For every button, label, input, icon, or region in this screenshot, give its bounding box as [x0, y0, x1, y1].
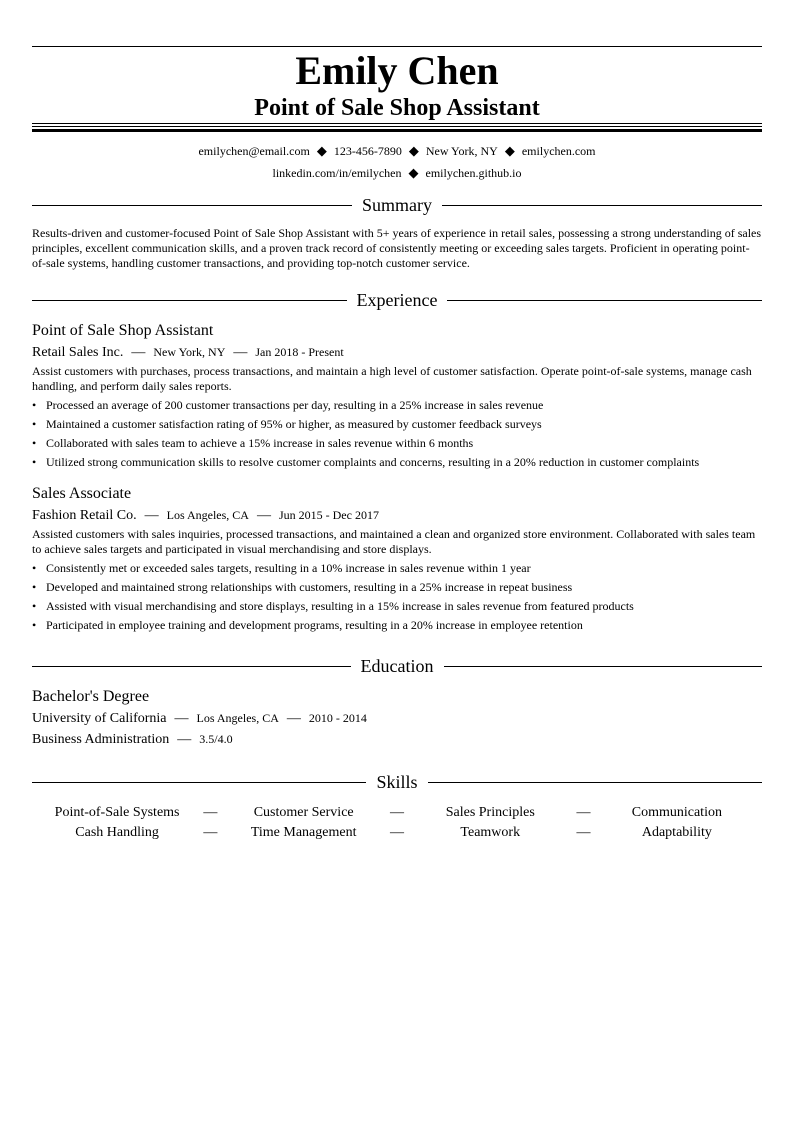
skills-row: [32, 823, 762, 843]
bullet-icon: •: [32, 580, 37, 594]
list-item: [32, 597, 762, 616]
skill-item: Adaptability: [641, 825, 712, 840]
achievement-text: Assisted with visual merchandising and store displays, resulting in a 15% increase in sales revenue from featured products: [46, 599, 634, 613]
skill-divider: —: [576, 805, 591, 820]
job-location: New York, NY: [153, 345, 226, 359]
education-heading: Education: [360, 656, 434, 676]
dash-separator: —: [233, 345, 248, 360]
dash-separator: —: [174, 711, 189, 726]
bullet-icon: •: [32, 417, 37, 431]
resume-page: [32, 46, 762, 843]
diamond-icon: ◆: [316, 143, 327, 158]
section-rule-left: [32, 782, 366, 783]
section-rule-right: [447, 300, 762, 301]
bullet-icon: •: [32, 561, 37, 575]
candidate-name: Emily Chen: [295, 48, 499, 93]
candidate-title: Point of Sale Shop Assistant: [254, 95, 540, 121]
skill-item: Sales Principles: [445, 805, 535, 820]
job-location: Los Angeles, CA: [166, 508, 249, 522]
contact-location: New York, NY: [425, 144, 498, 158]
achievement-text: Collaborated with sales team to achieve a 15% increase in sales revenue within 6 months: [46, 436, 474, 450]
job-dates: Jun 2015 - Dec 2017: [278, 508, 379, 522]
list-item: [32, 559, 762, 578]
achievement-text: Participated in employee training and development programs, resulting in a 20% increase in employee retention: [46, 618, 583, 632]
major: Business Administration: [32, 732, 170, 747]
skill-item: Communication: [631, 805, 722, 820]
dash-separator: —: [286, 711, 301, 726]
diamond-icon: ◆: [504, 143, 515, 158]
company-line: [32, 343, 762, 362]
skill-item: Cash Handling: [75, 825, 159, 840]
school-location: Los Angeles, CA: [196, 711, 279, 725]
list-item: [32, 415, 762, 434]
achievement-text: Maintained a customer satisfaction rating of 95% or higher, as measured by customer feedback surveys: [46, 417, 542, 431]
skill-divider: —: [576, 825, 591, 840]
contact-line-1: [32, 140, 762, 162]
list-item: [32, 434, 762, 453]
skill-item: Customer Service: [253, 805, 354, 820]
summary-heading: Summary: [362, 195, 432, 215]
section-rule-right: [444, 666, 763, 667]
job-dates: Jan 2018 - Present: [255, 345, 344, 359]
achievement-text: Developed and maintained strong relationships with customers, resulting in a 25% increase in repeat business: [46, 580, 573, 594]
section-rule-left: [32, 300, 347, 301]
major-line: [32, 730, 762, 749]
contact-phone[interactable]: 123-456-7890: [333, 144, 402, 158]
experience-entry: [32, 321, 762, 472]
skills-table: [32, 803, 762, 843]
experience-section-heading: [32, 287, 762, 313]
diamond-icon: ◆: [408, 143, 419, 158]
list-item: [32, 616, 762, 635]
skill-divider: —: [203, 805, 218, 820]
list-item: [32, 453, 762, 472]
school-line: [32, 709, 762, 728]
section-rule-left: [32, 205, 352, 206]
achievement-text: Processed an average of 200 customer transactions per day, resulting in a 25% increase in sales revenue: [46, 398, 544, 412]
skill-item: Point-of-Sale Systems: [54, 805, 180, 820]
contact-email[interactable]: emilychen@email.com: [198, 144, 310, 158]
dash-separator: —: [131, 345, 146, 360]
bullet-icon: •: [32, 618, 37, 632]
skill-divider: —: [389, 805, 404, 820]
bullet-icon: •: [32, 436, 37, 450]
skills-row: [32, 803, 762, 823]
job-role: Sales Associate: [32, 485, 132, 502]
company-line: [32, 506, 762, 525]
section-rule-left: [32, 666, 351, 667]
achievement-text: Consistently met or exceeded sales targets, resulting in a 10% increase in sales revenue within 1 year: [46, 561, 531, 575]
skill-item: Time Management: [250, 825, 357, 840]
section-rule-right: [442, 205, 762, 206]
job-description: Assist customers with purchases, process transactions, and maintain a high level of customer satisfaction. Operate point-of-sale systems, manage cash handling, and perform daily sales reports.: [32, 364, 752, 393]
company-name: Retail Sales Inc.: [32, 345, 124, 360]
bullet-icon: •: [32, 599, 37, 613]
school-dates: 2010 - 2014: [308, 711, 367, 725]
education-section-heading: [32, 653, 762, 679]
job-role: Point of Sale Shop Assistant: [32, 322, 214, 339]
degree: Bachelor's Degree: [32, 688, 150, 705]
experience-heading: Experience: [356, 290, 438, 310]
contact-linkedin[interactable]: linkedin.com/in/emilychen: [272, 166, 402, 180]
header-rule-1: [32, 123, 762, 124]
bullet-icon: •: [32, 455, 37, 469]
diamond-icon: ◆: [408, 165, 419, 180]
dash-separator: —: [144, 508, 159, 523]
list-item: [32, 396, 762, 415]
job-description: Assisted customers with sales inquiries, processed transactions, and maintained a clean and organized store environment. Collaborated with sales team to achieve sales targets and participated in visual merchandising and store displays.: [32, 527, 756, 556]
contact-github[interactable]: emilychen.github.io: [425, 166, 522, 180]
education-entry: [32, 687, 762, 749]
skill-item: Teamwork: [460, 825, 521, 840]
gpa: 3.5/4.0: [199, 732, 233, 746]
company-name: Fashion Retail Co.: [32, 508, 137, 523]
experience-entry: [32, 484, 762, 635]
section-rule-right: [428, 782, 762, 783]
dash-separator: —: [256, 508, 271, 523]
school-name: University of California: [32, 711, 167, 726]
header-rule-2: [32, 126, 762, 127]
dash-separator: —: [177, 732, 192, 747]
contact-website[interactable]: emilychen.com: [521, 144, 596, 158]
list-item: [32, 578, 762, 597]
skill-divider: —: [389, 825, 404, 840]
summary-section-heading: [32, 192, 762, 218]
achievement-list: [32, 396, 762, 472]
contact-line-2: [32, 162, 762, 184]
skills-section-heading: [32, 769, 762, 795]
bullet-icon: •: [32, 398, 37, 412]
skills-heading: Skills: [376, 772, 418, 792]
achievement-list: [32, 559, 762, 635]
header-rule-thick: [32, 129, 762, 132]
skill-divider: —: [203, 825, 218, 840]
summary-text: Results-driven and customer-focused Point of Sale Shop Assistant with 5+ years of experience in retail sales, possessing a strong understanding of sales principles, excellent communication skills, and a proven track record of consistently meeting or exceeding sales targets. Proficient in operating point-of-sale systems, handling customer transactions, and providing top-notch customer service.: [32, 226, 762, 270]
header-top-rule: [32, 46, 762, 47]
achievement-text: Utilized strong communication skills to resolve customer complaints and concerns, resulting in a 20% reduction in customer complaints: [46, 455, 700, 469]
